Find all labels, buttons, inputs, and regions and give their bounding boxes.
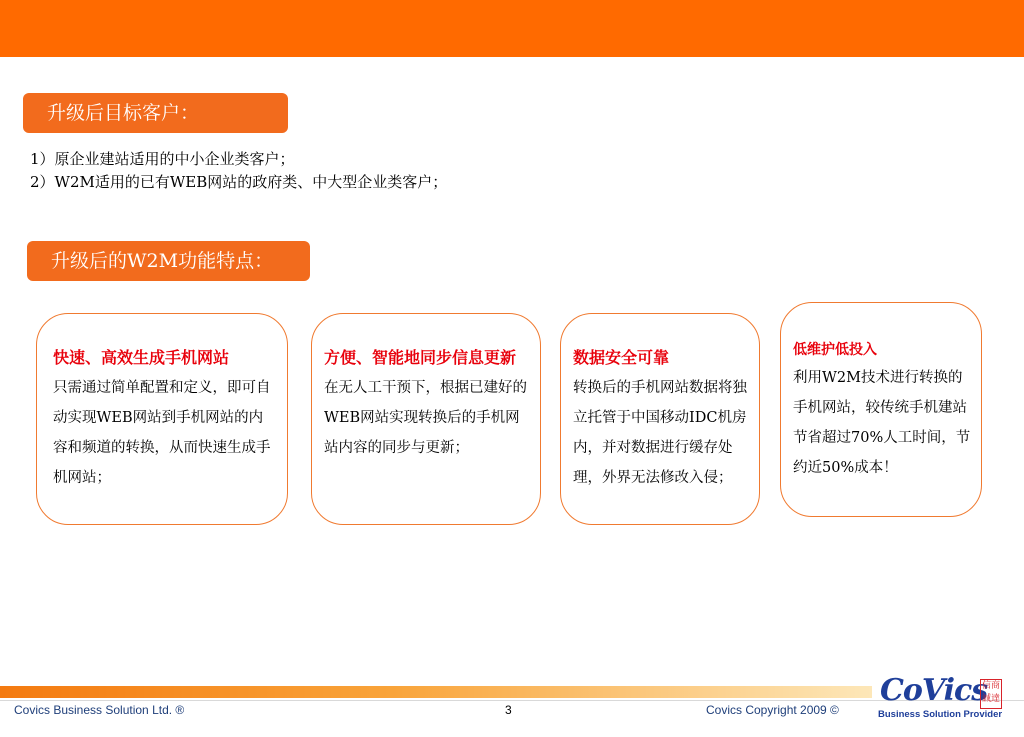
- target-customers-list: [30, 148, 447, 194]
- list-item: 2）W2M适用的已有WEB网站的政府类、中大型企业类客户；: [30, 173, 448, 191]
- feature-body: 只需通过简单配置和定义，即可自动实现WEB网站到手机网站的内容和频道的转换，从而快速生成手机网站；: [53, 380, 271, 486]
- list-item: 1）原企业建站适用的中小企业类客户；: [30, 150, 295, 168]
- target-customers-label: 升级后目标客户：: [23, 93, 288, 133]
- feature-title: 低维护低投入: [793, 342, 877, 358]
- feature-title: 数据安全可靠: [573, 348, 670, 367]
- logo-tagline: Business Solution Provider: [878, 709, 1003, 720]
- feature-body: 转换后的手机网站数据将独立托管于中国移动IDC机房内，并对数据进行缓存处理，外界无法修改入侵；: [573, 380, 747, 486]
- page-number: 3: [505, 703, 512, 717]
- feature-card-sync: [311, 313, 541, 525]
- logo-seal: 信商誠達: [980, 679, 1002, 709]
- feature-title: 快速、高效生成手机网站: [53, 348, 230, 367]
- feature-card-low-cost: [780, 302, 982, 517]
- footer-divider: [0, 700, 1024, 701]
- feature-card-security: [560, 313, 760, 525]
- logo-wordmark: CoVics: [880, 673, 988, 708]
- covics-logo: [876, 673, 1004, 723]
- feature-title: 方便、智能地同步信息更新: [324, 348, 517, 367]
- header-bar: [0, 0, 1024, 57]
- feature-card-fast: [36, 313, 288, 525]
- footer-copyright: Covics Copyright 2009 ©: [706, 703, 839, 717]
- footer-company: Covics Business Solution Ltd. ®: [14, 703, 185, 717]
- footer-gradient-bar: [0, 686, 872, 698]
- features-label: 升级后的W2M功能特点：: [27, 241, 310, 281]
- feature-body: 利用W2M技术进行转换的手机网站，较传统手机建站节省超过70%人工时间，节约近50%成本！: [793, 370, 971, 476]
- feature-body: 在无人工干预下，根据已建好的WEB网站实现转换后的手机网站内容的同步与更新；: [324, 380, 527, 456]
